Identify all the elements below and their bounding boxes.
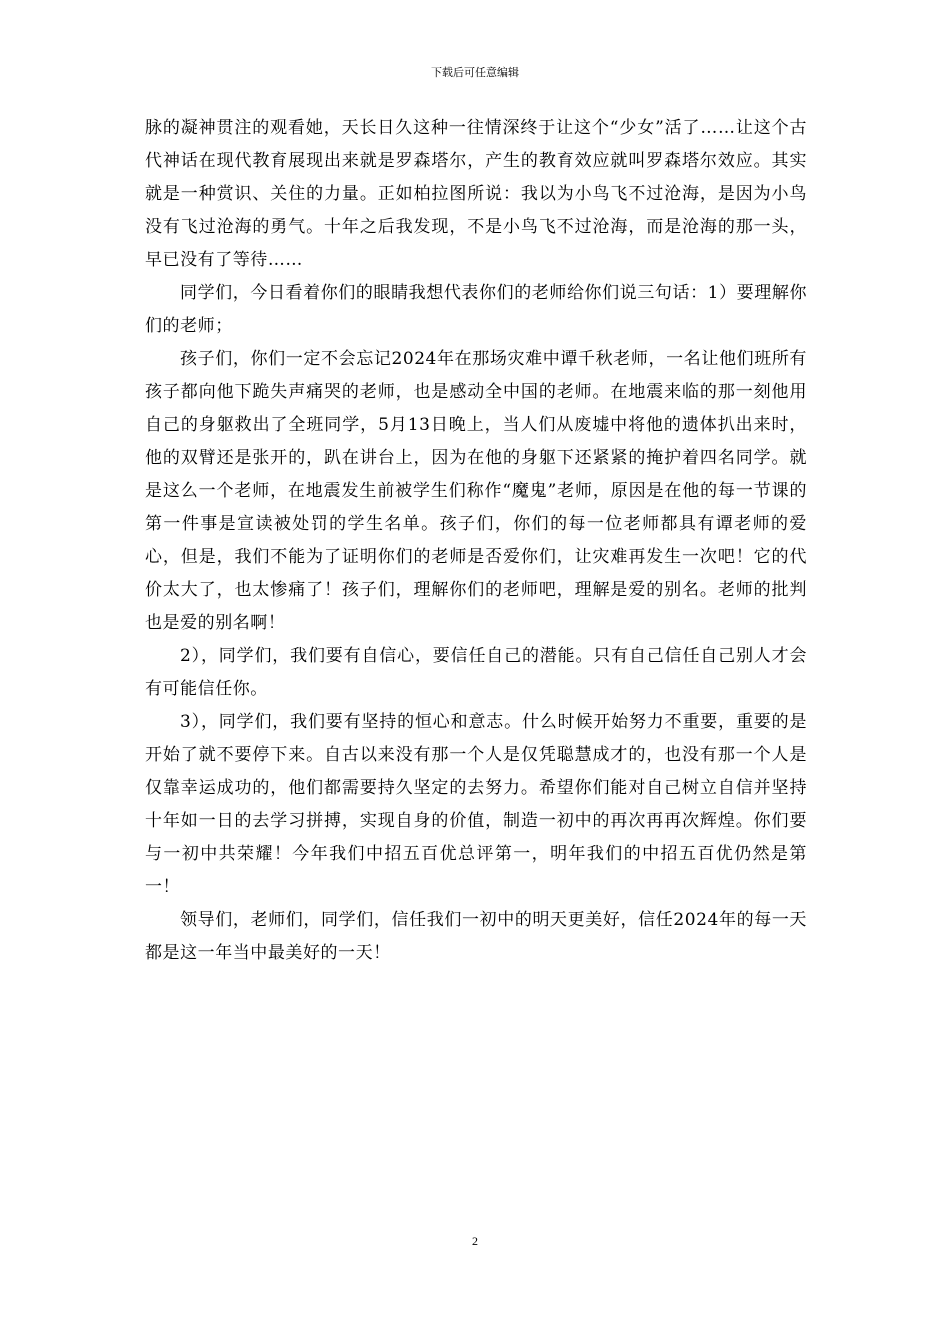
paragraph-point-two: 2），同学们，我们要有自信心，要信任自己的潜能。只有自己信任自己别人才会有可能信任你。 — [145, 646, 807, 699]
document-body — [145, 112, 807, 970]
header-note: 下载后可任意编辑 — [431, 66, 519, 79]
paragraph-three-sentences-intro: 同学们，今日看着你们的眼睛我想代表你们的老师给你们说三句话：1）要理解你们的老师； — [145, 283, 807, 336]
paragraph-teacher-story: 孩子们，你们一定不会忘记2024年在那场灾难中谭千秋老师，一名让他们班所有孩子都向他下跪失声痛哭的老师，也是感动全中国的老师。在地震来临的那一刻他用自己的身躯救出了全班同学，5月13日晚上，当人们从废墟中将他的遗体扒出来时，他的双臂还是张开的，趴在讲台上，因为在他的身躯下还紧紧的掩护着四名同学。就是这么一个老师，在地震发生前被学生们称作“魔鬼”老师，原因是在他的每一节课的第一件事是宣读被处罚的学生名单。孩子们，你们的每一位老师都具有谭老师的爱心，但是，我们不能为了证明你们的老师是否爱你们，让灾难再发生一次吧！它的代价太大了，也太惨痛了！孩子们，理解你们的老师吧，理解是爱的别名。老师的批判也是爱的别名啊！ — [145, 349, 807, 633]
paragraph-closing: 领导们，老师们，同学们，信任我们一初中的明天更美好，信任2024年的每一天都是这一年当中最美好的一天！ — [145, 910, 807, 963]
paragraph-continuation: 脉的凝神贯注的观看她，天长日久这种一往情深终于让这个“少女”活了……让这个古代神话在现代教育展现出来就是罗森塔尔，产生的教育效应就叫罗森塔尔效应。其实就是一种赏识、关住的力量。正如柏拉图所说：我以为小鸟飞不过沧海，是因为小鸟没有飞过沧海的勇气。十年之后我发现，不是小鸟飞不过沧海，而是沧海的那一头，早已没有了等待…… — [145, 118, 807, 270]
paragraph-point-three: 3），同学们，我们要有坚持的恒心和意志。什么时候开始努力不重要，重要的是开始了就不要停下来。自古以来没有那一个人是仅凭聪慧成才的，也没有那一个人是仅靠幸运成功的，他们都需要持久坚定的去努力。希望你们能对自己树立自信并坚持十年如一日的去学习拼搏，实现自身的价值，制造一初中的再次再再次辉煌。你们要与一初中共荣耀！今年我们中招五百优总评第一，明年我们的中招五百优仍然是第一！ — [145, 712, 807, 897]
page-number: 2 — [472, 1234, 478, 1248]
